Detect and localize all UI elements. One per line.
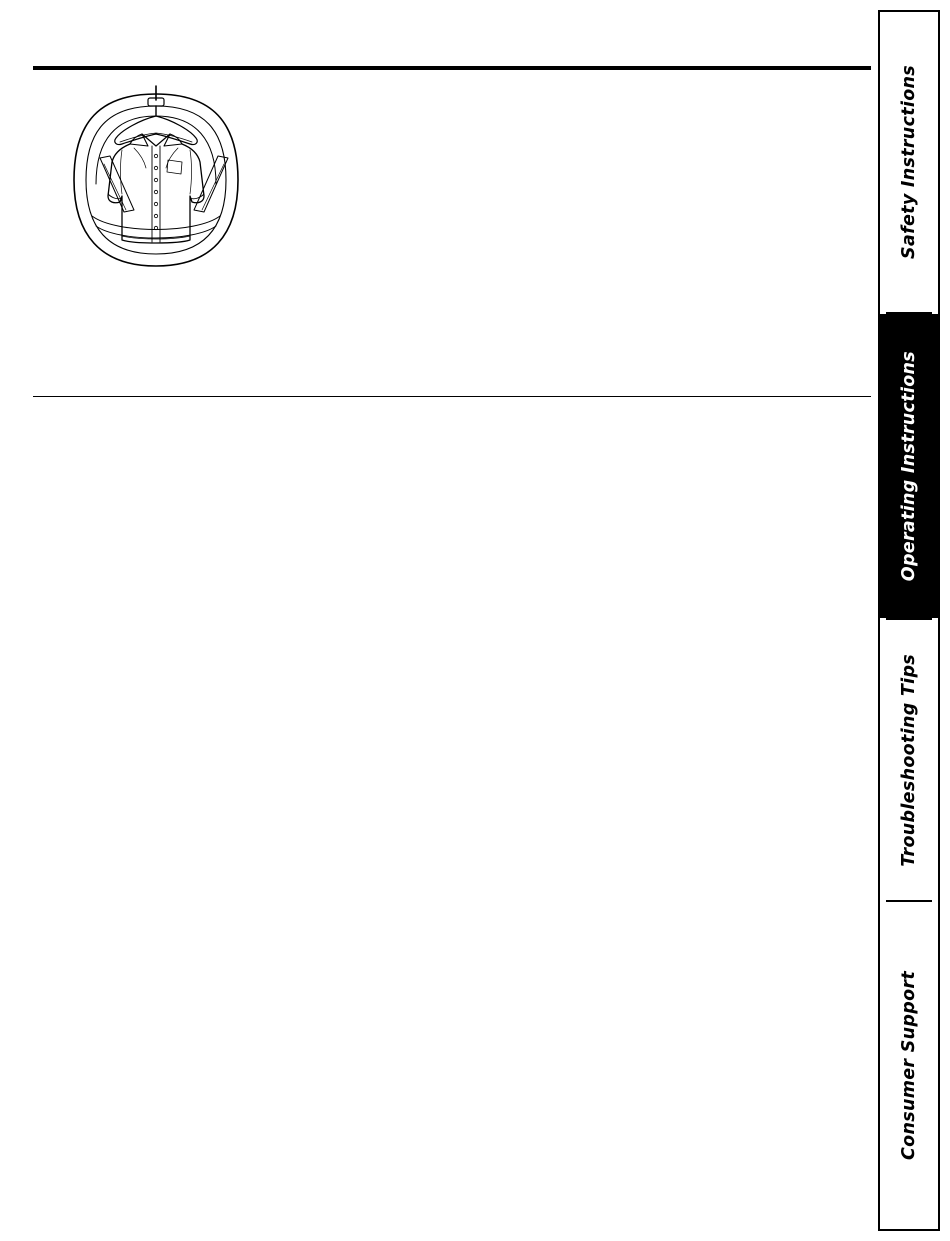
section-rule-top [33,66,871,70]
tab-consumer-support[interactable] [880,902,938,1229]
section-tab-strip [878,10,940,1231]
tab-troubleshooting-tips-label: Troubleshooting Tips [899,653,919,867]
tab-operating-instructions-label: Operating Instructions [899,350,919,582]
tab-safety-instructions[interactable] [880,12,938,312]
tab-troubleshooting-tips[interactable] [880,620,938,900]
section-rule-middle [33,396,871,397]
tab-operating-instructions[interactable] [880,314,938,618]
shirt-on-hanger-in-dryer-drum-illustration [56,84,272,280]
tab-safety-instructions-label: Safety Instructions [899,65,919,259]
dryer-drum-illustration-svg [56,84,272,280]
tab-consumer-support-label: Consumer Support [899,971,919,1160]
